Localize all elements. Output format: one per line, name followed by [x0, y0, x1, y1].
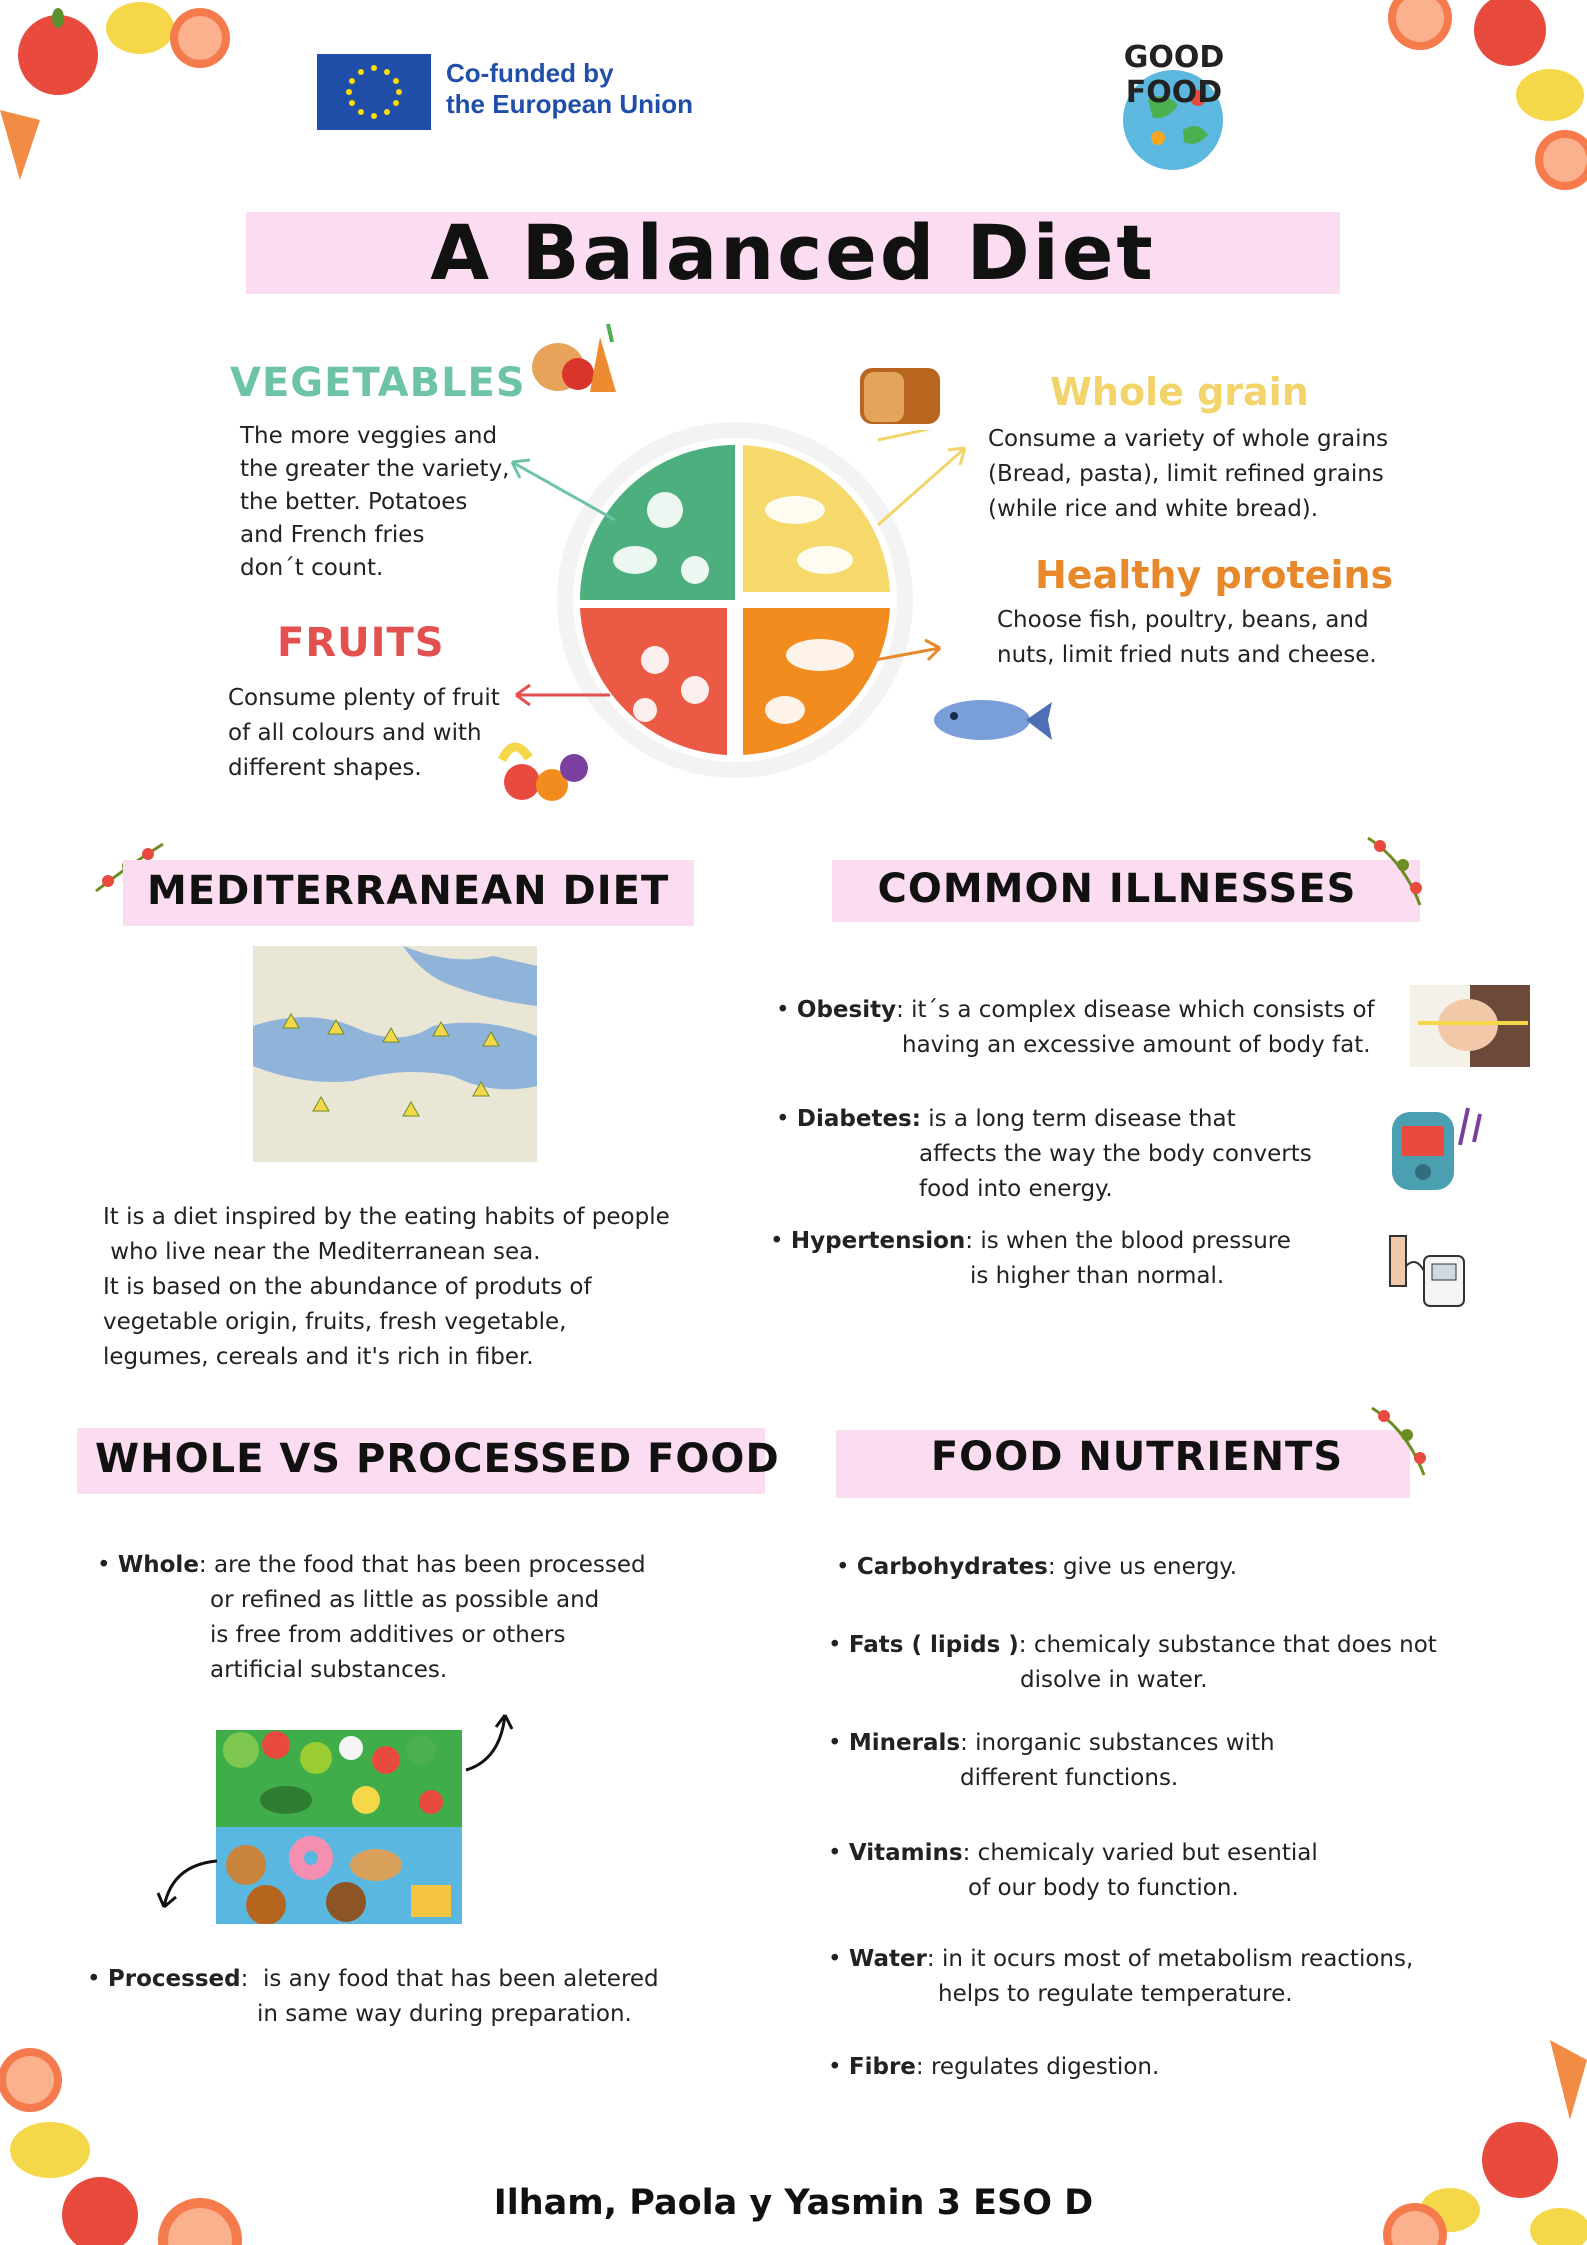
fruits-line: of all colours and with [228, 720, 482, 746]
bullet: • [770, 1228, 791, 1254]
curved-arrow-up-icon [460, 1705, 520, 1775]
processed-term: Processed [107, 1966, 241, 1992]
nutrient-desc-cont: different functions. [960, 1765, 1179, 1791]
olive-branch-icon [1362, 1400, 1437, 1480]
nutrient-item [828, 1726, 1468, 1796]
glucose-meter-icon [1388, 1100, 1488, 1195]
whole-grain-line: (Bread, pasta), limit refined grains [988, 461, 1384, 487]
nutrient-desc: : regulates digestion. [915, 2054, 1160, 2080]
nutrient-desc: : give us energy. [1047, 1554, 1238, 1580]
nutrient-item [828, 1836, 1468, 1906]
page-title: A Balanced Diet [430, 208, 1156, 297]
bullet: • [828, 1632, 849, 1658]
vegetables-line: the better. Potatoes [240, 489, 468, 515]
illness-term: Diabetes: [796, 1106, 921, 1132]
nutrient-item [836, 1550, 1476, 1585]
nutrient-desc-cont: helps to regulate temperature. [938, 1981, 1293, 2007]
nutrient-desc-cont: of our body to function. [968, 1875, 1239, 1901]
whole-grain-line: (while rice and white bread). [988, 496, 1319, 522]
illness-term: Hypertension [790, 1228, 966, 1254]
whole-desc: : are the food that has been processed [198, 1552, 646, 1578]
bread-icon [854, 350, 946, 428]
processed-desc: : is any food that has been aletered [240, 1966, 659, 1992]
nutrient-item [828, 2050, 1468, 2085]
fruit-decoration-top-left [0, 0, 240, 190]
nutrients-title: FOOD NUTRIENTS [930, 1434, 1344, 1480]
illness-desc-cont: having an excessive amount of body fat. [902, 1032, 1371, 1058]
nutrient-term: Carbohydrates [856, 1554, 1048, 1580]
proteins-line: Choose fish, poultry, beans, and [997, 607, 1369, 633]
logo-text: GOOD FOOD [1123, 40, 1225, 110]
mediterranean-line: who live near the Mediterranean sea. [103, 1239, 541, 1265]
nutrient-desc: : chemicaly varied but esential [962, 1840, 1318, 1866]
nutrient-item [828, 1628, 1468, 1698]
nutrient-term: Fibre [848, 2054, 916, 2080]
vegetables-heading: VEGETABLES [230, 360, 526, 406]
eu-cofunded-label [446, 58, 706, 120]
vegetables-line: don´t count. [240, 555, 384, 581]
mediterranean-line: It is a diet inspired by the eating habits of people [103, 1204, 670, 1230]
illness-desc-cont: food into energy. [919, 1176, 1113, 1202]
vegetables-line: The more veggies and [240, 423, 498, 449]
eu-line-2: the European Union [446, 89, 693, 119]
bullet: • [828, 1840, 849, 1866]
eu-flag-icon [317, 54, 431, 130]
mediterranean-line: vegetable origin, fruits, fresh vegetable, [103, 1309, 567, 1335]
whole-grain-line: Consume a variety of whole grains [988, 426, 1389, 452]
illness-item-hypertension [770, 1224, 1370, 1294]
illness-desc: : is when the blood pressure [965, 1228, 1291, 1254]
fruit-decoration-top-right [1370, 0, 1587, 200]
mediterranean-line: legumes, cereals and it's rich in fiber. [103, 1344, 534, 1370]
whole-desc-cont: is free from additives or others [210, 1622, 566, 1648]
grain-arrow [870, 440, 970, 530]
whole-desc-cont: artificial substances. [210, 1657, 448, 1683]
processed-food-item [87, 1962, 707, 2032]
illness-desc: is a long term disease that [920, 1106, 1236, 1132]
fruits-heading: FRUITS [277, 620, 445, 666]
bullet: • [776, 997, 797, 1023]
bullet: • [828, 1946, 849, 1972]
bullet: • [776, 1106, 797, 1132]
bullet: • [97, 1552, 118, 1578]
mediterranean-line: It is based on the abundance of produts of [103, 1274, 592, 1300]
nutrient-desc: : in it ocurs most of metabolism reactions, [926, 1946, 1414, 1972]
vegetables-line: and French fries [240, 522, 425, 548]
vegetables-icon [528, 322, 628, 397]
curved-arrow-down-icon [152, 1855, 222, 1915]
good-food-logo [1088, 20, 1258, 195]
whole-term: Whole [117, 1552, 199, 1578]
whole-vs-processed-photo [216, 1730, 462, 1924]
illness-item-diabetes [776, 1102, 1376, 1207]
obesity-icon [1410, 985, 1530, 1067]
whole-desc-cont: or refined as little as possible and [210, 1587, 600, 1613]
vegetables-text [240, 420, 530, 585]
nutrient-term: Minerals [848, 1730, 961, 1756]
whole-grain-heading: Whole grain [1050, 370, 1309, 414]
mediterranean-map [253, 946, 537, 1162]
bullet: • [87, 1966, 108, 1992]
eu-line-1: Co-funded by [446, 58, 614, 88]
footer-authors: Ilham, Paola y Yasmin 3 ESO D [493, 2183, 1094, 2223]
bullet: • [836, 1554, 857, 1580]
illness-desc-cont: is higher than normal. [970, 1263, 1225, 1289]
illness-desc-cont: affects the way the body converts [919, 1141, 1312, 1167]
processed-desc-cont: in same way during preparation. [257, 2001, 632, 2027]
proteins-heading: Healthy proteins [1035, 553, 1394, 597]
nutrient-term: Fats ( lipids ) [848, 1632, 1019, 1658]
proteins-text [997, 603, 1427, 673]
nutrient-item [828, 1942, 1488, 2012]
illness-desc: : it´s a complex disease which consists of [896, 997, 1375, 1023]
illnesses-title: COMMON ILLNESSES [877, 866, 1357, 912]
fruits-line: Consume plenty of fruit [228, 685, 500, 711]
mediterranean-title: MEDITERRANEAN DIET [147, 868, 670, 914]
whole-food-item [97, 1548, 697, 1688]
whole-vs-processed-title: WHOLE VS PROCESSED FOOD [95, 1436, 780, 1482]
olive-branch-icon [1358, 830, 1433, 910]
nutrient-term: Water [848, 1946, 927, 1972]
bullet: • [828, 2054, 849, 2080]
fruits-line: different shapes. [228, 755, 422, 781]
nutrient-desc: : inorganic substances with [960, 1730, 1275, 1756]
illness-item-obesity [776, 993, 1396, 1063]
vegetables-line: the greater the variety, [240, 456, 510, 482]
nutrient-desc: : chemicaly substance that does not [1018, 1632, 1437, 1658]
fruits-text [228, 681, 518, 786]
nutrient-term: Vitamins [848, 1840, 963, 1866]
bullet: • [828, 1730, 849, 1756]
nutrient-desc-cont: disolve in water. [1020, 1667, 1208, 1693]
illness-term: Obesity [796, 997, 897, 1023]
proteins-line: nuts, limit fried nuts and cheese. [997, 642, 1377, 668]
whole-grain-text [988, 422, 1438, 527]
blood-pressure-icon [1384, 1226, 1469, 1311]
mediterranean-text [103, 1200, 703, 1375]
